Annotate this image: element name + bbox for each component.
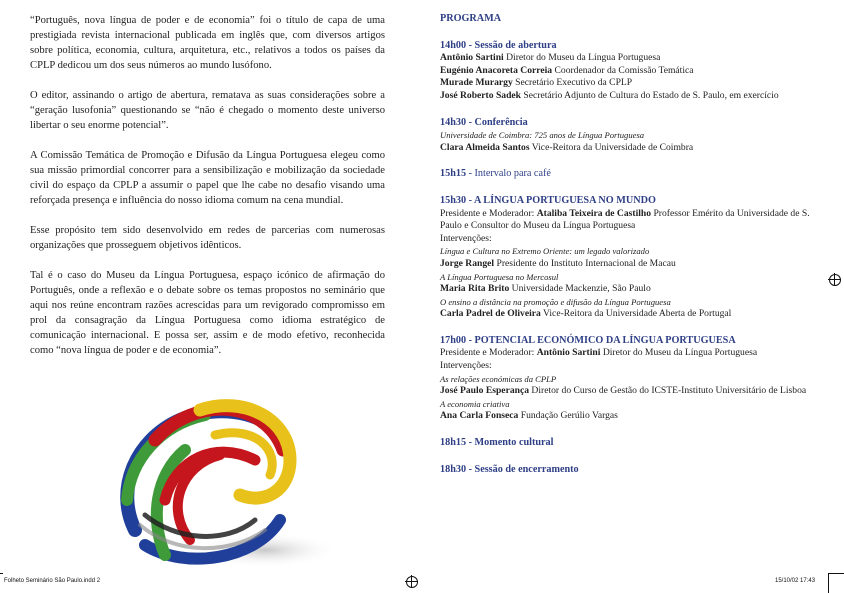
session-heading: 14h00 - Sessão de abertura bbox=[440, 39, 557, 51]
intro-text-column bbox=[30, 13, 385, 373]
speaker-name: Antônio Sartini bbox=[440, 52, 504, 64]
speaker-line bbox=[440, 77, 810, 90]
session-heading: 18h15 - Momento cultural bbox=[440, 437, 554, 449]
moderator-line bbox=[440, 208, 810, 233]
moderator-name: Antônio Sartini bbox=[536, 347, 601, 359]
intro-paragraph-5: Tal é o caso do Museu da Língua Portuguesa, espaço icónico de afirmação do Português, onde a reflexão e o debate sobre os temas propostos no seminário que aqui nos reúne encontram razões acrescidas para um revigorado compromisso em prol da consagração da Língua Portuguesa como idioma estratégico de comunicação internacional. E possa ser, assim e de modo efetivo, reconhecida como “nova língua de poder e de economia”. bbox=[30, 270, 385, 356]
interventions-label: Intervenções: bbox=[440, 232, 492, 244]
session-conference bbox=[440, 117, 810, 155]
moderator-role: Diretor do Museu da Língua Portuguesa bbox=[600, 347, 758, 359]
speaker-name: Carla Padrel de Oliveira bbox=[440, 308, 541, 320]
talk-title: As relações económicas da CPLP bbox=[440, 373, 557, 384]
session-heading bbox=[440, 168, 810, 181]
speaker-name: Ana Carla Fonseca bbox=[440, 410, 519, 422]
speaker-role: Secretário Adjunto de Cultura do Estado de S. Paulo, em exercício bbox=[521, 89, 779, 101]
speaker-role: Vice-Reitora da Universidade de Coimbra bbox=[529, 141, 694, 153]
session-heading: 18h30 - Sessão de encerramento bbox=[440, 463, 579, 475]
speaker-name: José Paulo Esperança bbox=[440, 385, 530, 397]
session-time: 15h15 bbox=[440, 168, 467, 180]
intro-paragraph-2: O editor, assinando o artigo de abertura, rematava as suas considerações sobre a “geração lusofonia” questionando se “não é chegado o momento deste universo libertar o seu enorme potencial”. bbox=[30, 90, 385, 131]
speaker-role: Fundação Gerúlio Vargas bbox=[518, 410, 618, 422]
speaker-role: Presidente do Instituto Internacional de Macau bbox=[494, 257, 676, 269]
ribbon-sphere-logo bbox=[105, 380, 340, 575]
session-economic-potential bbox=[440, 335, 810, 423]
print-slug-filename: Folheto Seminário São Paulo.indd 2 bbox=[4, 578, 101, 584]
speaker-role: Diretor do Museu da Língua Portuguesa bbox=[503, 52, 661, 64]
speaker-line bbox=[440, 52, 810, 65]
session-label: - Intervalo para café bbox=[466, 168, 551, 180]
intro-paragraph-1: “Português, nova língua de poder e de economia” foi o título de capa de uma prestigiada revista internacional publicada em inglês que, com diversos artigos sobre política, economia, cultura, arquitetura, etc., relativos a todos os países da CPLP dedicou um dos seus números ao mundo lusófono. bbox=[30, 15, 385, 71]
moderator-label: Presidente e Moderador: bbox=[440, 347, 537, 359]
moderator-role: Professor Emérito da Universidade de S. Paulo e Consultor do Museu da Língua Portuguesa bbox=[440, 207, 810, 232]
speaker-name: Clara Almeida Santos bbox=[440, 141, 530, 153]
speaker-line bbox=[440, 385, 810, 398]
interventions-label: Intervenções: bbox=[440, 360, 492, 372]
intro-paragraph-4: Esse propósito tem sido desenvolvido em redes de parcerias com numerosas organizações que prosseguem objetivos idênticos. bbox=[30, 225, 385, 251]
session-heading: 14h30 - Conferência bbox=[440, 116, 528, 128]
speaker-line bbox=[440, 410, 810, 423]
session-cultural-moment bbox=[440, 437, 810, 450]
programme-column bbox=[440, 13, 810, 490]
speaker-name: Eugénio Anacoreta Correia bbox=[440, 64, 553, 76]
talk-title: Universidade de Coimbra: 725 anos de Língua Portuguesa bbox=[440, 130, 645, 141]
session-opening bbox=[440, 40, 810, 103]
speaker-role: Vice-Reitora da Universidade Aberta de Portugal bbox=[540, 308, 732, 320]
speaker-line bbox=[440, 90, 810, 103]
talk-title: A economia criativa bbox=[440, 398, 510, 409]
registration-mark-icon bbox=[406, 576, 418, 588]
speaker-role: Coordenador da Comissão Temática bbox=[552, 64, 694, 76]
speaker-role: Universidade Mackenzie, São Paulo bbox=[509, 283, 651, 295]
programme-title: PROGRAMA bbox=[440, 13, 502, 24]
session-break bbox=[440, 168, 810, 181]
registration-mark-icon bbox=[829, 274, 841, 286]
speaker-line bbox=[440, 258, 810, 271]
speaker-name: Jorge Rangel bbox=[440, 257, 495, 269]
crop-mark bbox=[828, 574, 829, 593]
print-slug-timestamp: 15/10/02 17:43 bbox=[775, 578, 816, 584]
moderator-line bbox=[440, 347, 810, 360]
talk-title: O ensino a distância na promoção e difusão da Língua Portuguesa bbox=[440, 296, 671, 307]
speaker-role: Diretor do Curso de Gestão do ICSTE-Instituto Universitário de Lisboa bbox=[529, 385, 807, 397]
speaker-line bbox=[440, 142, 810, 155]
crop-mark bbox=[828, 573, 844, 574]
speaker-line bbox=[440, 283, 810, 296]
speaker-role: Secretário Executivo da CPLP bbox=[512, 77, 633, 89]
moderator-label: Presidente e Moderador: bbox=[440, 207, 537, 219]
session-heading: 17h00 - POTENCIAL ECONÓMICO DA LÍNGUA PORTUGUESA bbox=[440, 334, 736, 346]
speaker-name: Murade Murargy bbox=[440, 77, 513, 89]
crop-mark bbox=[0, 573, 3, 574]
intro-paragraph-3: A Comissão Temática de Promoção e Difusão da Língua Portuguesa elegeu como sua missão primordial concorrer para a sensibilização e mobilização da sociedade civil do espaço da CPLP a assumir o papel que lhe cabe no desafio visando uma reforçada presença e influência do nosso idioma comum na cena mundial. bbox=[30, 150, 385, 206]
speaker-name: José Roberto Sadek bbox=[440, 89, 522, 101]
session-heading: 15h30 - A LÍNGUA PORTUGUESA NO MUNDO bbox=[440, 194, 656, 206]
session-closing bbox=[440, 464, 810, 477]
session-portuguese-world bbox=[440, 195, 810, 321]
moderator-name: Ataliba Teixeira de Castilho bbox=[536, 207, 652, 219]
talk-title: Língua e Cultura no Extremo Oriente: um legado valorizado bbox=[440, 246, 650, 257]
speaker-name: Maria Rita Brito bbox=[440, 283, 510, 295]
speaker-line bbox=[440, 308, 810, 321]
speaker-line bbox=[440, 65, 810, 78]
talk-title: A Língua Portuguesa no Mercosul bbox=[440, 271, 559, 282]
